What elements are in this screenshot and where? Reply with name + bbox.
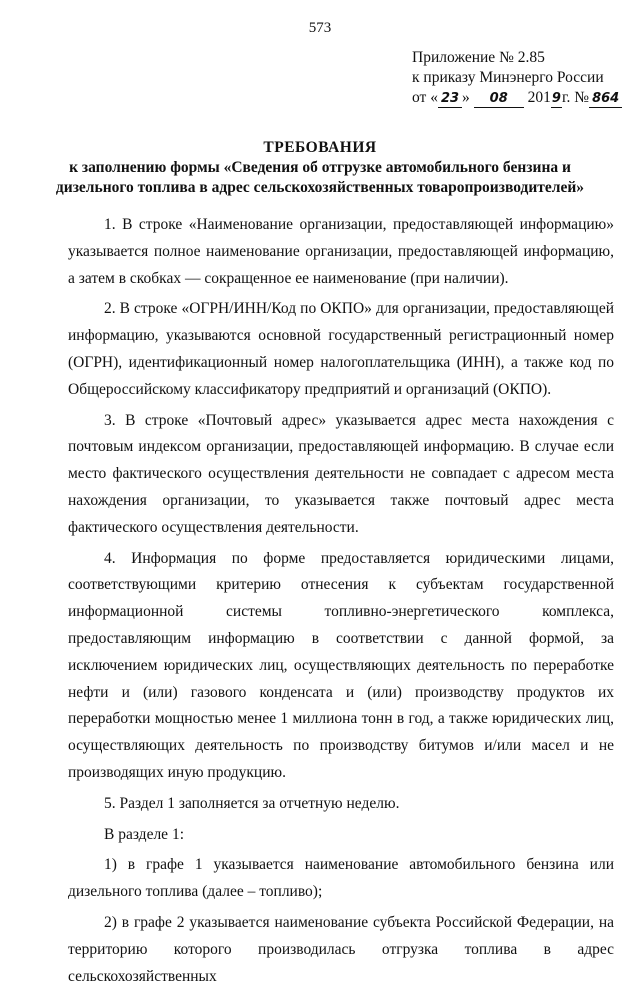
paragraph: 2. В строке «ОГРН/ИНН/Код по ОКПО» для организации, предоставляющей информацию, указываются основной государственный регистрационный номер (ОГРН), идентификационный номер налогоплательщика (ИНН), а также код по Общероссийскому классификатору предприятий и организаций (ОКПО). — [68, 300, 614, 398]
date-year-digit: 9 — [551, 91, 561, 106]
date-day: 23 — [438, 91, 462, 108]
document-body — [68, 212, 614, 990]
order-number: 864 — [589, 91, 622, 108]
appendix-header — [412, 48, 622, 108]
paragraph: 1) в графе 1 указывается наименование автомобильного бензина или дизельного топлива (далее – топливо); — [68, 856, 614, 901]
date-quote: » — [462, 89, 470, 106]
paragraph: 3. В строке «Почтовый адрес» указывается адрес места нахождения с почтовым индексом организации, предоставляющей информацию. В случае если место фактического осуществления деятельности не совпадает с адресом места нахождения организации, то указывается также почтовый адрес места фактического осуществления деятельности. — [68, 411, 614, 536]
page-number: 573 — [308, 20, 332, 36]
document-title: ТРЕБОВАНИЯ — [263, 139, 377, 156]
date-suffix: г. № — [561, 89, 590, 106]
appendix-date-line — [412, 88, 622, 108]
paragraph: 5. Раздел 1 заполняется за отчетную неделю. — [104, 794, 400, 812]
document-subtitle: к заполнению формы «Сведения об отгрузке автомобильного бензина и дизельного топлива в адрес сельскохозяйственных товаропроизводителей» — [55, 159, 585, 196]
paragraph: 4. Информация по форме предоставляется юридическими лицами, соответствующими критерию отнесения к субъектам государственной информационной системы топливно-энергетического комплекса, предоставляющим информацию в соответствии с данной формой, за исключением юридических лиц, осуществляющих деятельность по переработке нефти и (или) газового конденсата и (или) производству продуктов их переработки мощностью менее 1 миллиона тонн в год, а также юридических лиц, осуществляющих деятельность по производству битумов и/или масел и не производящих иную продукцию. — [68, 549, 614, 781]
paragraph: 2) в графе 2 указывается наименование субъекта Российской Федерации, на территорию которого производилась отгрузка топлива в адрес сельскохозяйственных — [68, 913, 614, 985]
date-month: 08 — [474, 91, 524, 108]
date-prefix: от « — [412, 89, 438, 106]
date-year-prefix: 201 — [527, 89, 551, 106]
paragraph: В разделе 1: — [104, 825, 184, 843]
paragraph: 1. В строке «Наименование организации, предоставляющей информацию» указывается полное наименование организации, предоставляющей информацию, а затем в скобках — сокращенное ее наименование (при наличии). — [68, 216, 614, 287]
appendix-order-ref: к приказу Минэнерго России — [412, 69, 604, 86]
appendix-number: Приложение № 2.85 — [412, 49, 545, 66]
